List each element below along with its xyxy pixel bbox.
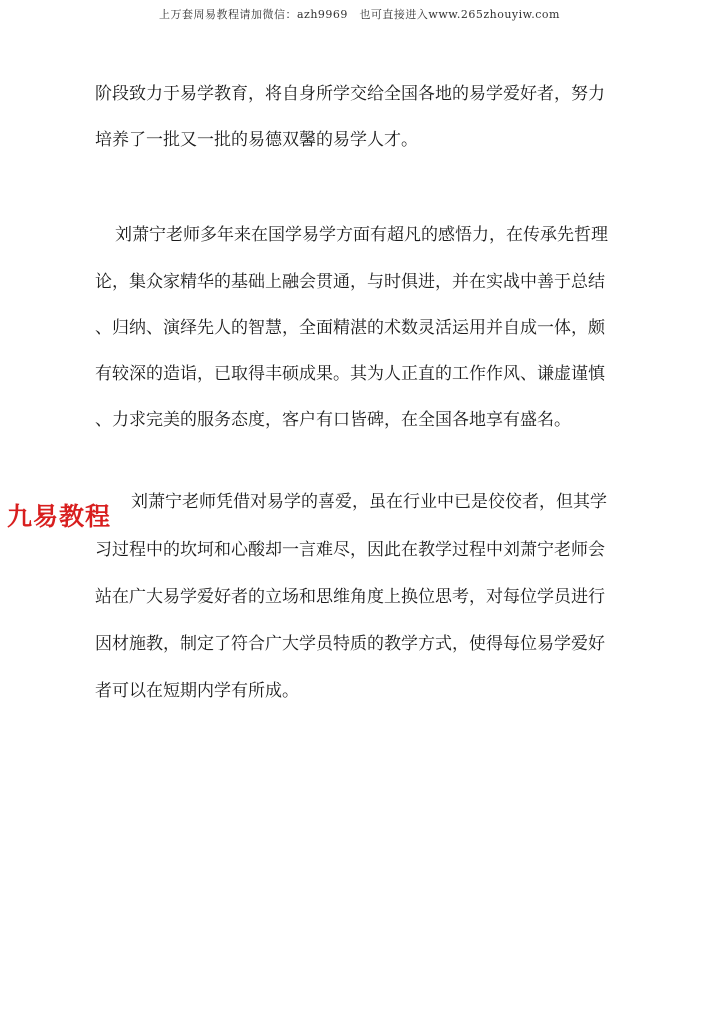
paragraph-1-line-1: 阶段致力于易学教育，将自身所学交给全国各地的易学爱好者，努力: [95, 84, 605, 104]
paragraph-1-line-2: 培养了一批又一批的易德双馨的易学人才。: [95, 130, 418, 150]
paragraph-2-line-2: 论，集众家精华的基础上融会贯通，与时俱进，并在实战中善于总结: [95, 272, 605, 292]
paragraph-2-line-4: 有较深的造诣，已取得丰硕成果。其为人正直的工作作风、谦虚谨慎: [95, 364, 605, 384]
paragraph-3-line-5: 者可以在短期内学有所成。: [95, 681, 299, 701]
paragraph-3-line-3: 站在广大易学爱好者的立场和思维角度上换位思考，对每位学员进行: [95, 587, 605, 607]
paragraph-3-line-1: 刘萧宁老师凭借对易学的喜爱，虽在行业中已是佼佼者，但其学: [131, 492, 607, 512]
paragraph-2-line-5: 、力求完美的服务态度，客户有口皆碑，在全国各地享有盛名。: [95, 410, 571, 430]
paragraph-3-line-2: 习过程中的坎坷和心酸却一言难尽，因此在教学过程中刘萧宁老师会: [95, 540, 605, 560]
paragraph-2-line-1: 刘萧宁老师多年来在国学易学方面有超凡的感悟力，在传承先哲理: [115, 225, 608, 245]
paragraph-3-line-4: 因材施教，制定了符合广大学员特质的教学方式，使得每位易学爱好: [95, 634, 605, 654]
paragraph-2-line-3: 、归纳、演绎先人的智慧，全面精湛的术数灵活运用并自成一体，颇: [95, 318, 605, 338]
watermark-logo: 九易教程: [7, 502, 112, 531]
header-contact-note: 上万套周易教程请加微信：azh9969 也可直接进入www.265zhouyiw.com: [158, 8, 560, 21]
